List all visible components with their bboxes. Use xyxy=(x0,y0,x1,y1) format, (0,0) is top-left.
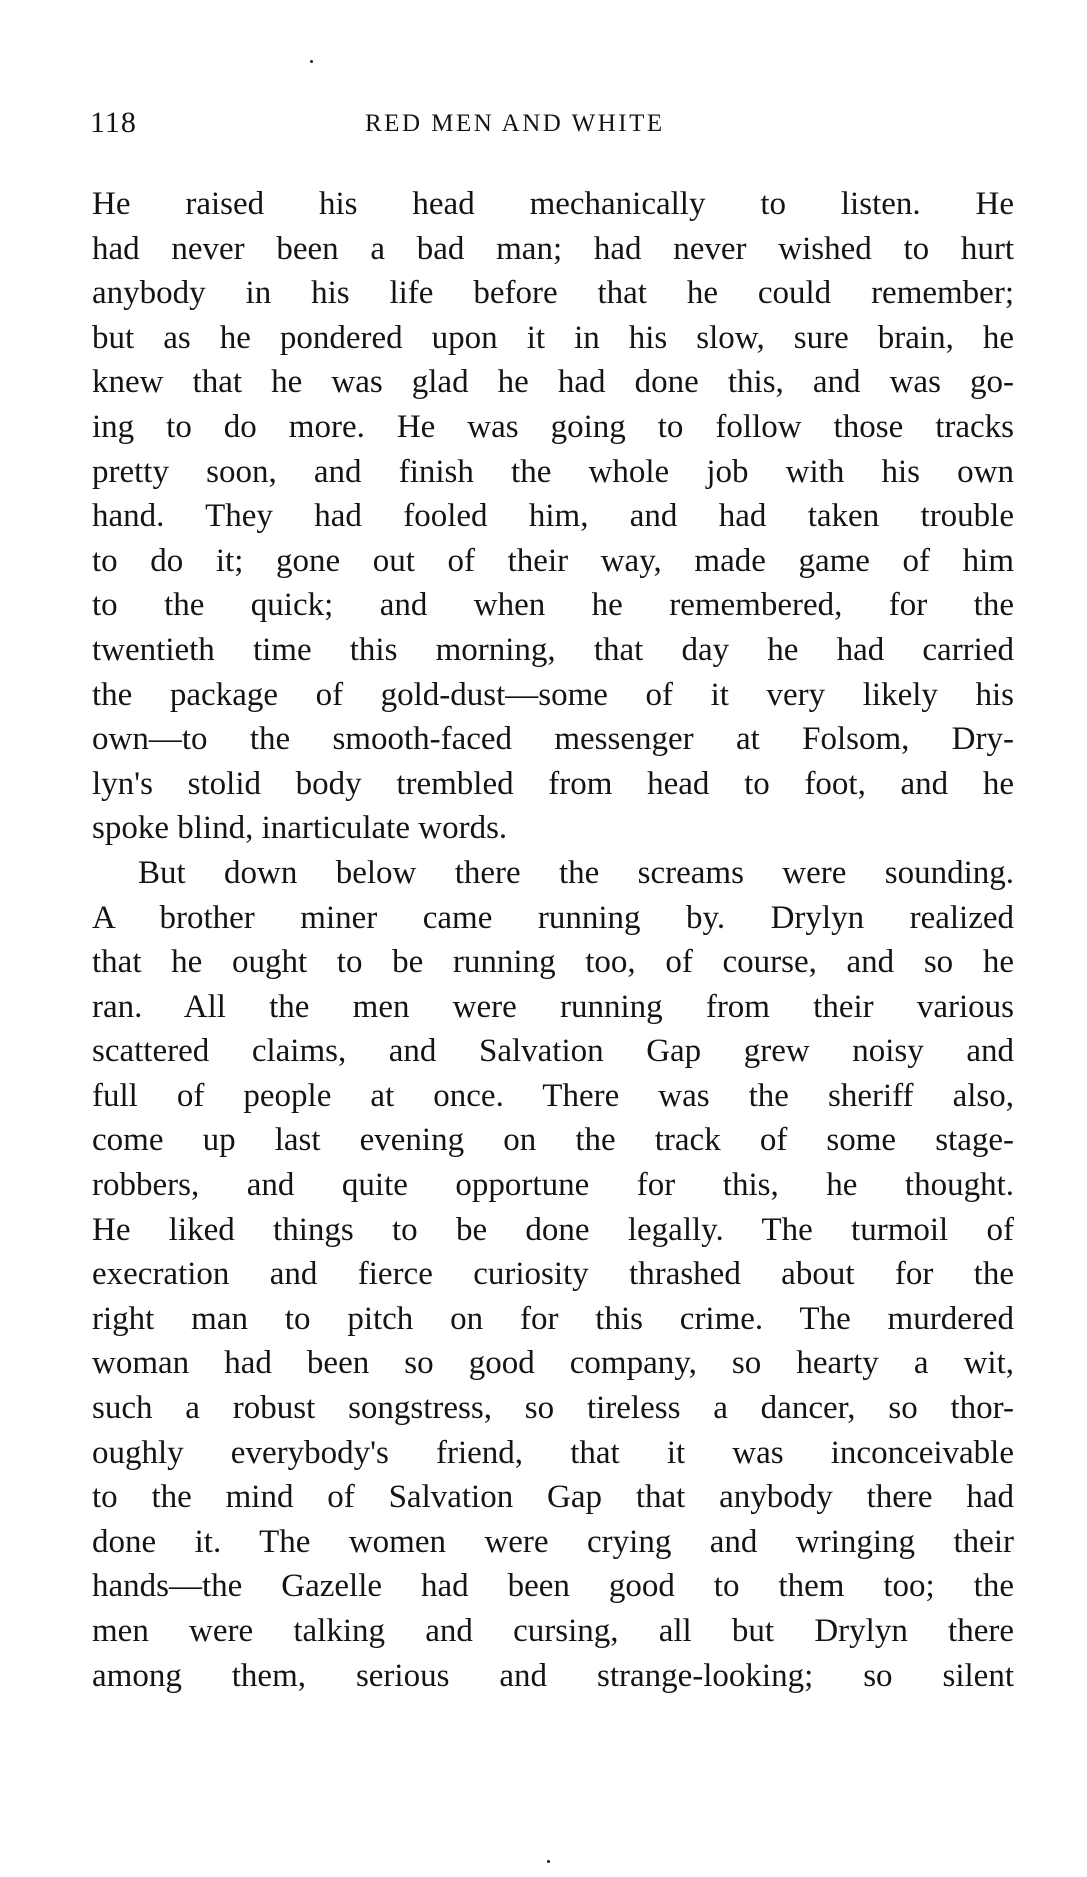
text-line: twentieth time this morning, that day he had carried xyxy=(92,631,1014,668)
text-line: come up last evening on the track of some stage- xyxy=(92,1122,1014,1159)
text-line: pretty soon, and finish the whole job with his own xyxy=(92,453,1014,490)
page-number: 118 xyxy=(90,106,137,139)
text-line: robbers, and quite opportune for this, he thought. xyxy=(92,1167,1014,1204)
running-head xyxy=(90,106,1010,146)
text-line: anybody in his life before that he could remember; xyxy=(92,275,1014,312)
text-line: execration and fierce curiosity thrashed about for the xyxy=(92,1256,1014,1293)
text-line: among them, serious and strange-looking; so silent xyxy=(92,1657,1014,1694)
text-line: but as he pondered upon it in his slow, sure brain, he xyxy=(92,319,1014,356)
text-line: the package of gold-dust—some of it very likely his xyxy=(92,676,1014,713)
text-line: scattered claims, and Salvation Gap grew noisy and xyxy=(92,1033,1014,1070)
text-line: lyn's stolid body trembled from head to foot, and he xyxy=(92,765,1014,802)
text-line: had never been a bad man; had never wished to hurt xyxy=(92,230,1014,267)
ink-speck xyxy=(310,60,313,63)
text-line: to the quick; and when he remembered, for the xyxy=(92,587,1014,624)
text-line: He raised his head mechanically to listen. He xyxy=(92,186,1014,222)
text-line: ing to do more. He was going to follow those tracks xyxy=(92,408,1014,445)
text-line: to do it; gone out of their way, made game of him xyxy=(92,542,1014,579)
text-line: own—to the smooth-faced messenger at Folsom, Dry- xyxy=(92,721,1014,758)
running-title: RED MEN AND WHITE xyxy=(365,110,665,137)
text-line: He liked things to be done legally. The turmoil of xyxy=(92,1211,1014,1248)
paragraph-start-line: But down below there the screams were sounding. xyxy=(138,854,1014,891)
text-line: knew that he was glad he had done this, and was go- xyxy=(92,364,1014,401)
text-line: men were talking and cursing, all but Drylyn there xyxy=(92,1613,1014,1649)
text-line: oughly everybody's friend, that it was inconceivable xyxy=(92,1434,1014,1471)
paragraph-end-line: spoke blind, inarticulate words. xyxy=(92,810,508,847)
text-line: ran. All the men were running from their various xyxy=(92,988,1014,1025)
body-text xyxy=(92,182,1014,1698)
text-line: hand. They had fooled him, and had taken trouble xyxy=(92,498,1014,535)
text-line: right man to pitch on for this crime. The murdered xyxy=(92,1300,1014,1337)
text-line: such a robust songstress, so tireless a dancer, so thor- xyxy=(92,1390,1014,1427)
text-line: full of people at once. There was the sheriff also, xyxy=(92,1077,1014,1114)
text-line: that he ought to be running too, of course, and so he xyxy=(92,944,1014,981)
ink-speck xyxy=(547,1860,550,1863)
text-line: to the mind of Salvation Gap that anybody there had xyxy=(92,1479,1014,1516)
text-line: hands—the Gazelle had been good to them too; the xyxy=(92,1568,1014,1605)
text-line: A brother miner came running by. Drylyn realized xyxy=(92,899,1014,936)
text-line: woman had been so good company, so hearty a wit, xyxy=(92,1345,1014,1382)
text-line: done it. The women were crying and wringing their xyxy=(92,1523,1014,1560)
